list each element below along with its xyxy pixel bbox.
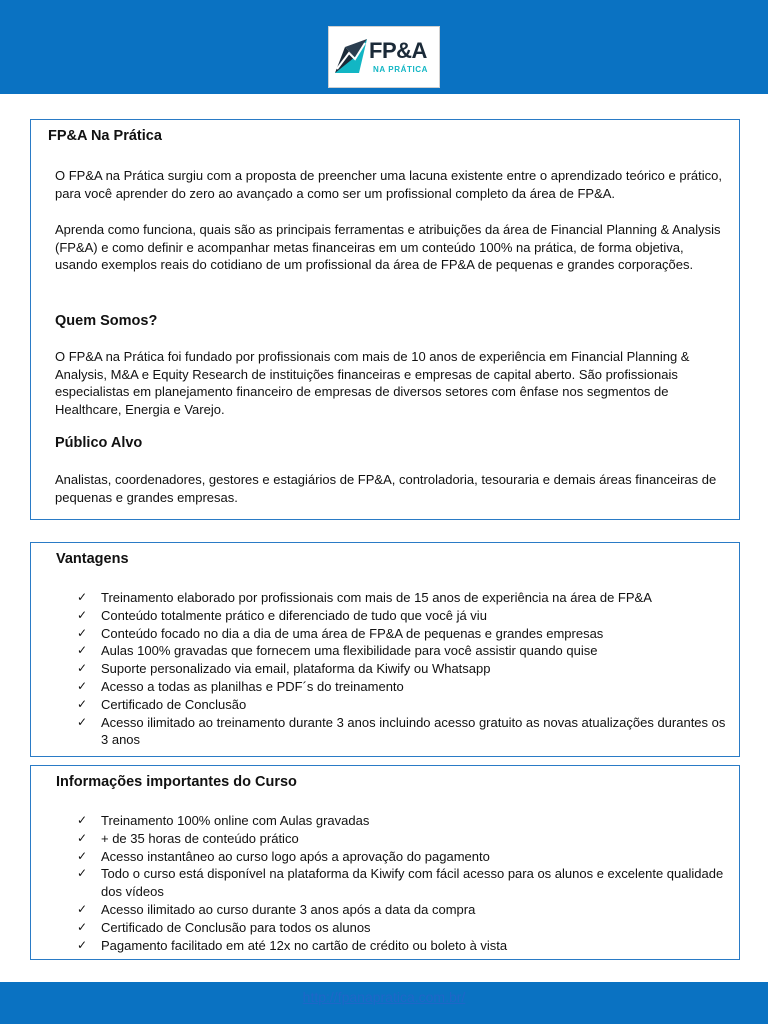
- list-item: ✓ Acesso a todas as planilhas e PDF´s do treinamento: [77, 678, 404, 694]
- informacoes-list: [77, 812, 727, 954]
- check-icon: ✓: [77, 661, 88, 676]
- list-item: ✓ Certificado de Conclusão para todos os alunos: [77, 919, 371, 935]
- about-section: [30, 119, 740, 520]
- logo-arrow-icon: [335, 39, 367, 73]
- publico-alvo-text: Analistas, coordenadores, gestores e estagiários de FP&A, controladoria, tesouraria e demais áreas financeiras de pequenas e grandes empresas.: [55, 472, 717, 505]
- vantagens-title: Vantagens: [56, 551, 129, 567]
- list-item: ✓ Pagamento facilitado em até 12x no cartão de crédito ou boleto à vista: [77, 937, 508, 953]
- quem-somos-title: Quem Somos?: [55, 313, 158, 329]
- list-item: ✓ Treinamento elaborado por profissionais com mais de 15 anos de experiência na área de FP&A: [77, 590, 652, 605]
- vantagens-list: [77, 589, 727, 749]
- check-icon: ✓: [77, 696, 88, 711]
- logo-title: FP&A: [369, 38, 427, 63]
- publico-alvo-title: Público Alvo: [55, 435, 143, 451]
- about-paragraph-2: Aprenda como funciona, quais são as principais ferramentas e atribuições da área de Financial Planning & Analysis (FP&A) e como definir e acompanhar metas financeiras em um conteúdo 100% na prática, de forma objetiva, usando exemplos reais do cotidiano de um profissional da área de FP&A de pequenas e grandes corporações.: [55, 222, 721, 272]
- logo-subtitle: NA PRÁTICA: [373, 65, 429, 74]
- check-icon: ✓: [77, 714, 88, 729]
- check-icon: ✓: [77, 866, 88, 881]
- quem-somos-text: O FP&A na Prática foi fundado por profissionais com mais de 10 anos de experiência em Financial Planning & Analysis, M&A e Equity Research de instituições financeiras e empresas de capital aberto. São profissionais especialistas em planejamento financeiro de empresas de diversos setores com ênfase nos segmentos de Healthcare, Energia e Varejo.: [55, 349, 690, 417]
- check-icon: ✓: [77, 919, 88, 934]
- list-item: ✓ Certificado de Conclusão: [77, 696, 247, 712]
- check-icon: ✓: [77, 625, 88, 640]
- list-item: ✓ Aulas 100% gravadas que fornecem uma flexibilidade para você assistir quando quise: [77, 643, 598, 659]
- check-icon: ✓: [77, 937, 88, 952]
- vantagens-section: [30, 542, 740, 757]
- check-icon: ✓: [77, 813, 88, 827]
- check-icon: ✓: [77, 590, 88, 604]
- brand-logo: [328, 26, 440, 88]
- check-icon: ✓: [77, 678, 88, 693]
- list-item: ✓ Acesso instantâneo ao curso logo após a aprovação do pagamento: [77, 848, 490, 864]
- about-paragraph-1: O FP&A na Prática surgiu com a proposta de preencher uma lacuna existente entre o aprendizado teórico e prático, para você aprender do zero ao avançado a como ser um profissional completo da área de FP&A.: [55, 168, 722, 201]
- list-item: ✓ Suporte personalizado via email, plataforma da Kiwify ou Whatsapp: [77, 661, 491, 677]
- informacoes-section: [30, 765, 740, 960]
- list-item: ✓ Acesso ilimitado ao curso durante 3 anos após a data da compra: [77, 901, 476, 917]
- check-icon: ✓: [77, 607, 88, 622]
- list-item: ✓ Todo o curso está disponível na plataforma da Kiwify com fácil acesso para os alunos e excelente qualidade dos vídeos: [77, 866, 724, 900]
- check-icon: ✓: [77, 830, 88, 845]
- list-item: ✓ Treinamento 100% online com Aulas gravadas: [77, 813, 370, 828]
- about-title: FP&A Na Prática: [48, 128, 162, 144]
- list-item: ✓ Acesso ilimitado ao treinamento durante 3 anos incluindo acesso gratuito as novas atualizações durantes os 3 anos: [77, 714, 726, 748]
- check-icon: ✓: [77, 643, 88, 658]
- check-icon: ✓: [77, 848, 88, 863]
- informacoes-title: Informações importantes do Curso: [56, 774, 297, 790]
- website-link[interactable]: http://fpanapratica.com.br/: [302, 989, 466, 1005]
- list-item: ✓ Conteúdo focado no dia a dia de uma área de FP&A de pequenas e grandes empresas: [77, 625, 604, 641]
- check-icon: ✓: [77, 901, 88, 916]
- list-item: ✓ Conteúdo totalmente prático e diferenciado de tudo que você já viu: [77, 607, 487, 623]
- list-item: ✓ + de 35 horas de conteúdo prático: [77, 830, 299, 846]
